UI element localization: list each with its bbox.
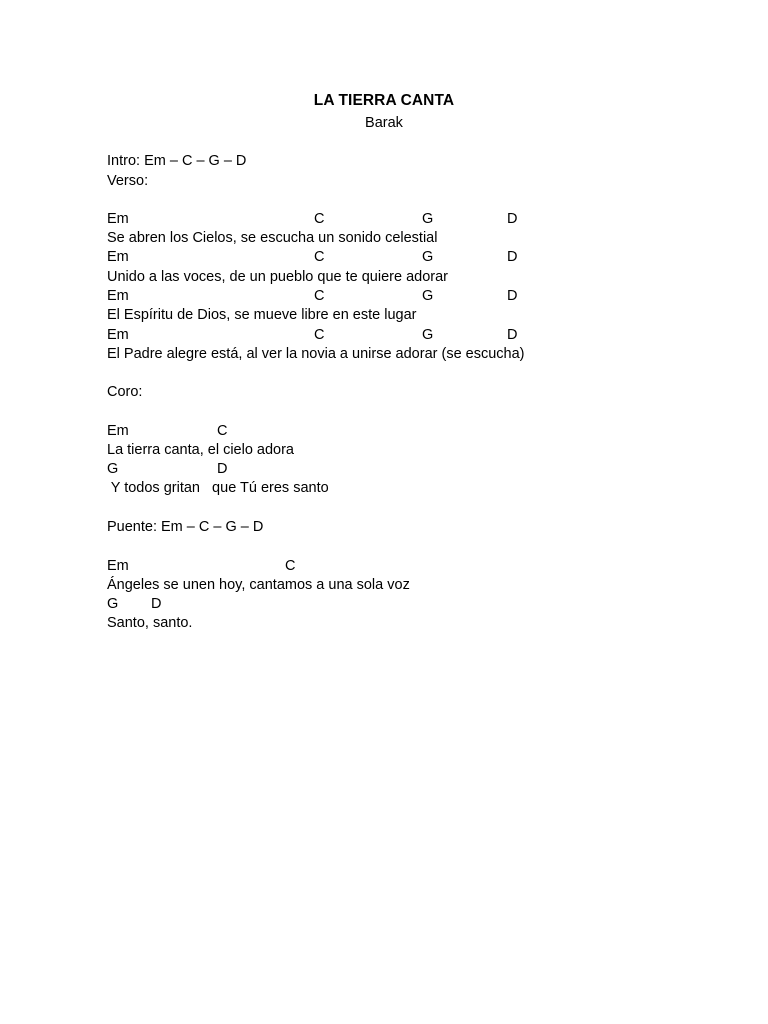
verse-4-lyric: El Padre alegre está, al ver la novia a unirse adorar (se escucha) <box>107 346 525 362</box>
chorus-2-chord-1: G <box>107 461 119 477</box>
outro-2-chord-1: G <box>107 596 119 612</box>
verse-1-lyric: Se abren los Cielos, se escucha un sonido celestial <box>107 230 438 246</box>
intro-line: Intro: Em – C – G – D <box>107 153 247 169</box>
verse-2-chord-2: C <box>314 249 325 265</box>
song-title: LA TIERRA CANTA <box>313 92 455 109</box>
verse-2-chord-4: D <box>507 249 518 265</box>
outro-1-chord-1: Em <box>107 558 129 574</box>
verse-label: Verso: <box>107 173 149 189</box>
verse-3-chord-4: D <box>507 288 518 304</box>
chorus-1-chord-1: Em <box>107 423 129 439</box>
verse-2-chord-1: Em <box>107 249 129 265</box>
verse-2-chord-3: G <box>422 249 434 265</box>
chorus-1-lyric: La tierra canta, el cielo adora <box>107 442 294 458</box>
verse-1-chord-3: G <box>422 211 434 227</box>
verse-3-chord-3: G <box>422 288 434 304</box>
verse-4-chord-4: D <box>507 327 518 343</box>
verse-1-chord-4: D <box>507 211 518 227</box>
verse-3-chord-1: Em <box>107 288 129 304</box>
outro-2-chord-2: D <box>151 596 162 612</box>
chorus-1-chord-2: C <box>217 423 228 439</box>
verse-1-chord-2: C <box>314 211 325 227</box>
outro-1-lyric: Ángeles se unen hoy, cantamos a una sola voz <box>107 577 410 593</box>
verse-3-lyric: El Espíritu de Dios, se mueve libre en este lugar <box>107 307 417 323</box>
outro-1-chord-2: C <box>285 558 296 574</box>
verse-3-chord-2: C <box>314 288 325 304</box>
verse-4-chord-3: G <box>422 327 434 343</box>
bridge-line: Puente: Em – C – G – D <box>107 519 264 535</box>
song-artist: Barak <box>365 115 403 131</box>
verse-1-chord-1: Em <box>107 211 129 227</box>
verse-4-chord-1: Em <box>107 327 129 343</box>
chorus-2-lyric: Y todos gritan que Tú eres santo <box>107 480 329 496</box>
outro-2-lyric: Santo, santo. <box>107 615 193 631</box>
chorus-label: Coro: <box>107 384 143 400</box>
chorus-2-chord-2: D <box>217 461 228 477</box>
verse-2-lyric: Unido a las voces, de un pueblo que te quiere adorar <box>107 269 448 285</box>
verse-4-chord-2: C <box>314 327 325 343</box>
